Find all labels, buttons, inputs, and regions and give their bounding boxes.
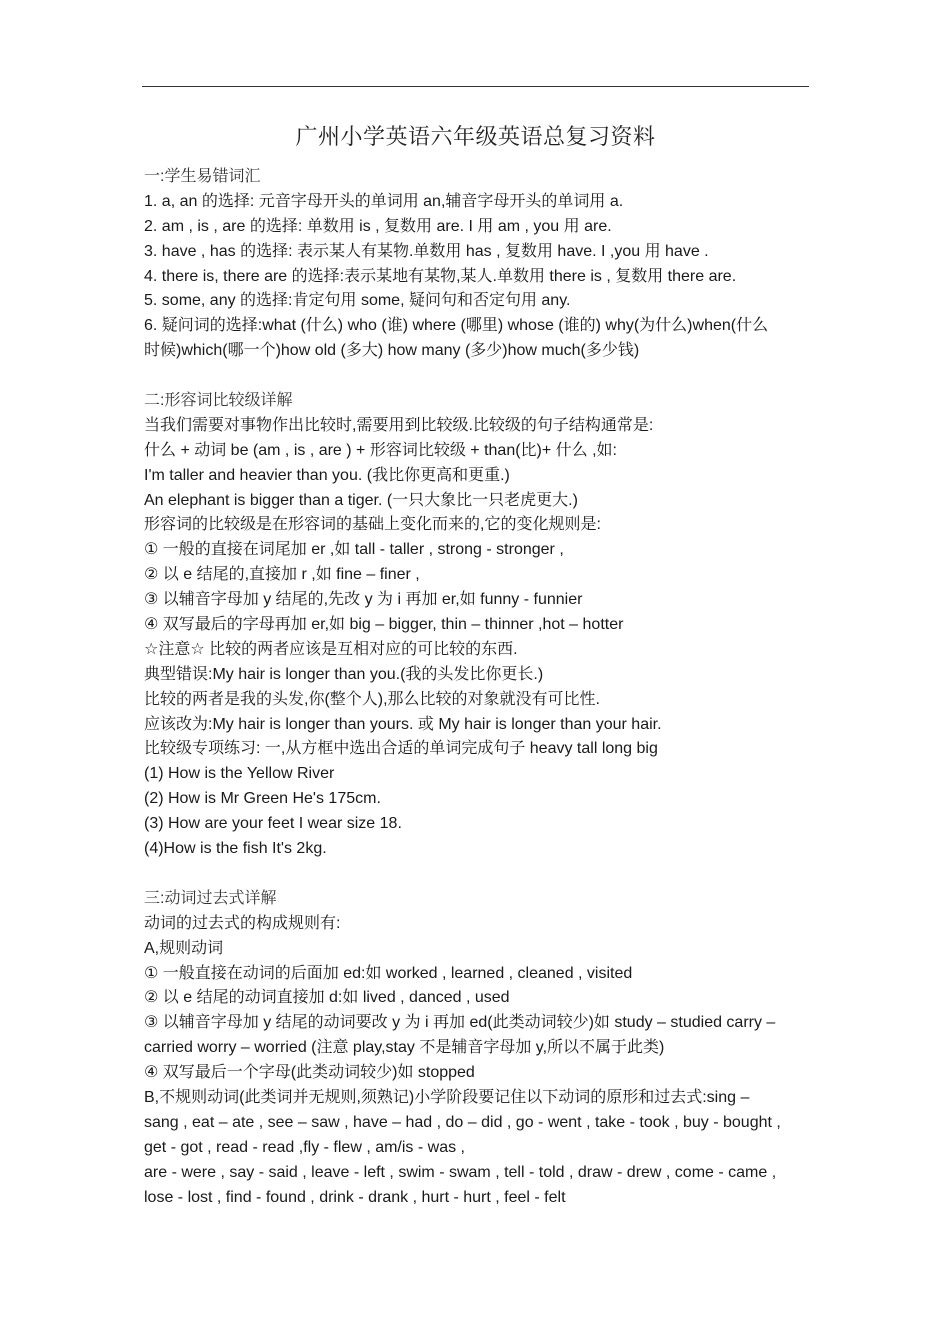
text-line: get - got , read - read ,fly - flew , am/is - was ,: [144, 1138, 465, 1156]
text-line: ② 以 e 结尾的动词直接加 d:如 lived , danced , used: [144, 989, 510, 1007]
text-line: are - were , say - said , leave - left , swim - swam , tell - told , draw - drew , come - came ,: [144, 1163, 777, 1181]
text-line: 形容词的比较级是在形容词的基础上变化而来的,它的变化规则是:: [144, 516, 601, 534]
section-heading-vocabulary: 一:学生易错词汇: [144, 168, 261, 185]
text-line: 比较的两者是我的头发,你(整个人),那么比较的对象就没有可比性.: [144, 690, 600, 708]
text-line: ① 一般直接在动词的后面加 ed:如 worked , learned , cleaned , visited: [144, 964, 633, 982]
text-line: B,不规则动词(此类词并无规则,须熟记)小学阶段要记住以下动词的原形和过去式:sing –: [144, 1088, 750, 1106]
text-line: 什么 + 动词 be (am , is , are ) + 形容词比较级 + than(比)+ 什么 ,如:: [144, 441, 617, 459]
text-line: 3. have , has 的选择: 表示某人有某物.单数用 has , 复数用 have. I ,you 用 have .: [144, 242, 709, 260]
document-body: [144, 165, 812, 1210]
exercise-item: (4)How is the fish It's 2kg.: [144, 840, 327, 858]
text-line: carried worry – worried (注意 play,stay 不是辅音字母加 y,所以不属于此类): [144, 1039, 665, 1057]
blank-line: [144, 364, 812, 389]
page-title: 广州小学英语六年级英语总复习资料: [295, 125, 656, 150]
top-rule: [142, 86, 809, 87]
text-line: 时候)which(哪一个)how old (多大) how many (多少)how much(多少钱): [144, 342, 640, 360]
text-line: 典型错误:My hair is longer than you.(我的头发比你更长.): [144, 665, 544, 683]
text-line: 6. 疑问词的选择:what (什么) who (谁) where (哪里) whose (谁的) why(为什么)when(什么: [144, 317, 769, 335]
text-line: 4. there is, there are 的选择:表示某地有某物,某人.单数用 there is , 复数用 there are.: [144, 267, 737, 285]
text-line: sang , eat – ate , see – saw , have – had , do – did , go - went , take - took , buy - bought ,: [144, 1113, 781, 1131]
text-line: ③ 以辅音字母加 y 结尾的动词要改 y 为 i 再加 ed(此类动词较少)如 study – studied carry –: [144, 1014, 776, 1032]
text-line: 当我们需要对事物作出比较时,需要用到比较级.比较级的句子结构通常是:: [144, 416, 654, 434]
text-line: ☆注意☆ 比较的两者应该是互相对应的可比较的东西.: [144, 640, 518, 658]
text-line: 5. some, any 的选择:肯定句用 some, 疑问句和否定句用 any.: [144, 292, 571, 310]
text-line: 应该改为:My hair is longer than yours. 或 My hair is longer than your hair.: [144, 715, 662, 733]
section-heading-past-tense: 三:动词过去式详解: [144, 889, 277, 907]
text-line: ③ 以辅音字母加 y 结尾的,先改 y 为 i 再加 er,如 funny - funnier: [144, 591, 583, 609]
exercise-item: (3) How are your feet I wear size 18.: [144, 815, 402, 833]
text-line: lose - lost , find - found , drink - drank , hurt - hurt , feel - felt: [144, 1188, 566, 1206]
exercise-item: (2) How is Mr Green He's 175cm.: [144, 790, 381, 808]
text-line: ④ 双写最后的字母再加 er,如 big – bigger, thin – thinner ,hot – hotter: [144, 616, 624, 634]
blank-line: [144, 862, 812, 887]
text-line: 比较级专项练习: 一,从方框中选出合适的单词完成句子 heavy tall long big: [144, 740, 658, 758]
text-line: I'm taller and heavier than you. (我比你更高和更重.): [144, 466, 510, 484]
section-heading-comparatives: 二:形容词比较级详解: [144, 392, 293, 410]
text-line: ① 一般的直接在词尾加 er ,如 tall - taller , strong - stronger ,: [144, 541, 564, 559]
text-line: An elephant is bigger than a tiger. (一只大象比一只老虎更大.): [144, 491, 578, 509]
text-line: A,规则动词: [144, 939, 224, 957]
text-line: 1. a, an 的选择: 元音字母开头的单词用 an,辅音字母开头的单词用 a.: [144, 192, 624, 210]
text-line: 动词的过去式的构成规则有:: [144, 914, 341, 932]
text-line: ② 以 e 结尾的,直接加 r ,如 fine – finer ,: [144, 566, 420, 584]
text-line: ④ 双写最后一个字母(此类动词较少)如 stopped: [144, 1064, 475, 1082]
exercise-item: (1) How is the Yellow River: [144, 765, 335, 783]
text-line: 2. am , is , are 的选择: 单数用 is , 复数用 are. I 用 am , you 用 are.: [144, 217, 612, 235]
